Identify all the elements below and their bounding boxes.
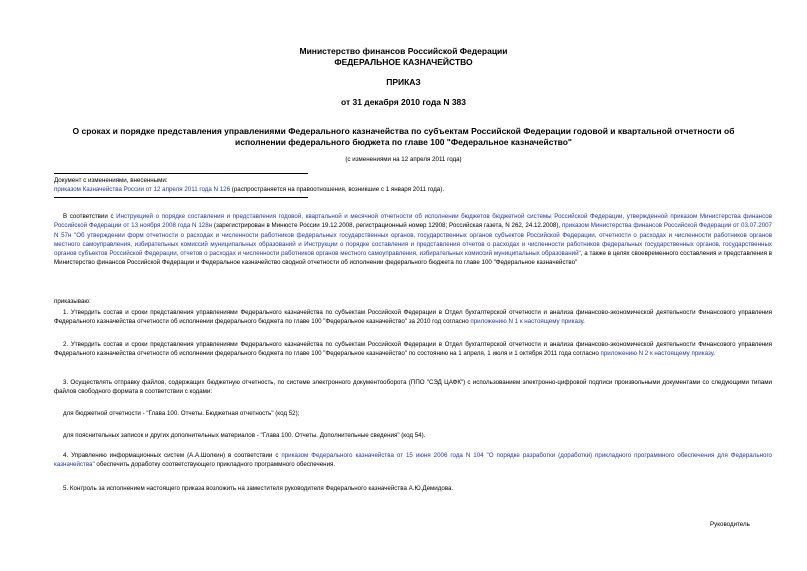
doc-date: от 31 декабря 2010 года N 383 <box>340 97 467 107</box>
amendment-note: (распространяется на правоотношения, возникшие с 1 января 2011 года). <box>230 186 445 193</box>
preamble-paragraph <box>54 212 772 268</box>
changes-label: Документ с изменениями, внесенными: <box>54 177 168 184</box>
item-2-text: 2. Утвердить состав и сроки представления управлениями Федерального казначейства по субъектам Российской Федерации в Отдел бухгалтерской отчетности и анализа финансово-экономической деятельности Финансового управления Федерального казначейства отчетности об исполнении федерального бюджета по главе 100 "Федеральное казначейство" по состоянию на 1 апреля, 1 июля и 1 октября 2011 года согласно <box>54 341 772 358</box>
order-word: приказываю: <box>54 298 91 305</box>
item-4-end: обеспечить доработку соответствующего прикладного программного обеспечения. <box>94 461 336 469</box>
preamble-text-1: В соответствии с <box>63 213 117 220</box>
order-57n-link[interactable]: приказом Министерства финансов Российской Федерации от 03.07.2007 N 57н "Об утверждении форм отчетности о расходах и численности работников федеральных государственных органов, государственных органов субъектов Российской Федерации, отчетности о расходах и численности работников органов местного самоуправления, избирательных комиссий муниципальных образований и Инструкции о порядке составления и представления отчетов о расходах и численности работников федеральных государственных органов, государственных органов субъектов Российской Федерации, отчетов о расходах и численности работников органов местного самоуправления, избирательных комиссий муниципальных образований" <box>54 222 773 258</box>
doc-title-line-1: О сроках и порядке представления управлениями Федерального казначейства по субъектам Российской Федерации годовой и квартальной отчетности об <box>72 126 735 136</box>
doc-title-line-2: исполнении федерального бюджета по главе 100 "Федеральное казначейство" <box>235 137 572 147</box>
item-4-text: 4. Управлению информационных систем (А.А.Шолкин) в соответствии с <box>63 452 282 459</box>
item-5: 5. Контроль за исполнением настоящего приказа возложить на заместителя руководителя Федерального казначейства А.Ю.Демидова. <box>63 485 454 492</box>
doc-type: ПРИКАЗ <box>386 77 421 87</box>
item-1 <box>54 308 772 327</box>
item-3-code-54: для пояснительных записок и других дополнительных материалов - "Глава 100. Отчеты. Дополнительные сведения" (код 54). <box>63 432 426 439</box>
appendix-2-link[interactable]: приложению N 2 к настоящему приказу <box>600 350 714 358</box>
item-1-end: . <box>583 318 585 326</box>
item-1-text: 1. Утвердить состав и сроки представления управлениями Федерального казначейства по субъектам Российской Федерации в Отдел бухгалтерской отчетности и анализа финансово-экономической деятельности Финансового управления Федерального казначейства отчетности об исполнении федерального бюджета по главе 100 "Федеральное казначейство" за 2010 год согласно <box>54 309 772 326</box>
item-2 <box>54 340 772 359</box>
agency-name: ФЕДЕРАЛЬНОЕ КАЗНАЧЕЙСТВО <box>334 57 473 67</box>
amendment-link[interactable]: приказом Казначейства России от 12 апреля 2011 года N 126 <box>54 186 231 193</box>
item-2-end: . <box>713 350 715 358</box>
changes-block <box>54 185 772 194</box>
order-104-link[interactable]: приказом Федерального казначейства от 15 июня 2006 года N 104 "О порядке разработки (доработки) прикладного программного обеспечения для Федерального казначейства" <box>54 452 773 469</box>
item-3: 3. Осуществлять отправку файлов, содержащих бюджетную отчетность, по системе электронного документооборота (ППО "СЭД ЦАФК") с использованием электронно-цифровой подписи произвольными документами со следующими типами файлов свободного формата в соответствии с кодами: <box>54 379 772 396</box>
ministry-name: Министерство финансов Российской Федерации <box>299 46 508 56</box>
amended-note: (с изменениями на 12 апреля 2011 года) <box>345 156 462 163</box>
preamble-text-3: , а также в целях своевременного составления и представления в Министерство финансов Российской Федерации и Федеральное казначейство сводной отчетности об исполнении федерального бюджета по главе 100 "Федеральное казначейство" <box>54 250 772 267</box>
appendix-1-link[interactable]: приложению N 1 к настоящему приказу <box>470 318 584 326</box>
changes-top-rule <box>54 173 308 174</box>
item-4 <box>54 451 772 470</box>
signature-title: Руководитель <box>710 521 750 528</box>
instruction-link[interactable]: Инструкцией о порядке составления и представления годовой, квартальной и месячной отчетности об исполнении бюджетов бюджетной системы Российской Федерации, утвержденной приказом Министерства финансов Российской Федерации от 13 ноября 2008 года N 128н <box>54 213 772 230</box>
changes-bottom-rule <box>54 197 308 198</box>
item-3-code-52: для бюджетной отчетности - "Глава 100. Отчеты. Бюджетная отчетность" (код 52); <box>63 410 300 417</box>
preamble-text-2: (зарегистрирован в Минюсте России 19.12.2008, регистрационный номер 12908; Российская газета, N 262, 24.12.2008), <box>212 222 562 230</box>
